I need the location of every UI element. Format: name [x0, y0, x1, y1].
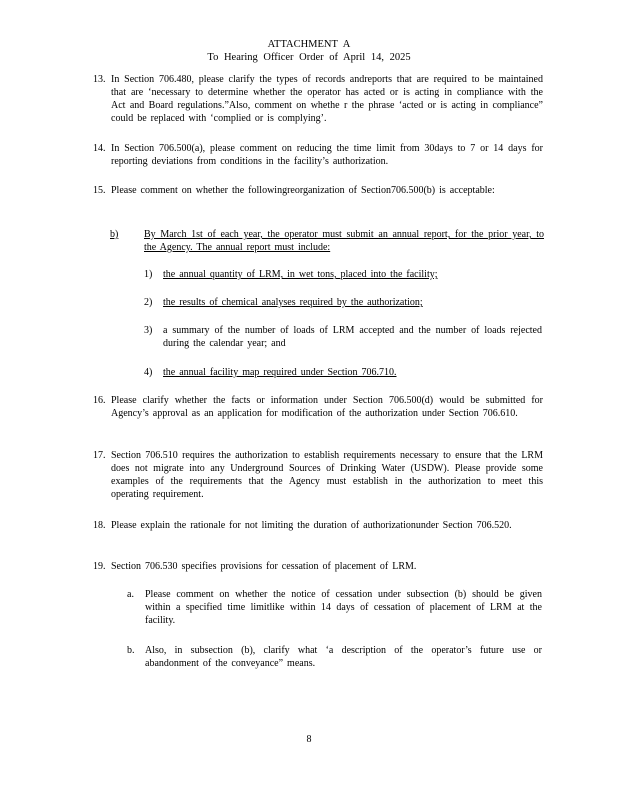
item-text: In Section 706.500(a), please comment on reducing the time limit from 30days to 7 or 14 days for reporting deviations from conditions in the facility’s authorization. — [111, 143, 543, 167]
order-reference: To Hearing Officer Order of April 14, 2025 — [207, 52, 411, 63]
item-number: 17. — [93, 450, 106, 461]
item-text: Please explain the rationale for not limiting the duration of authorizationunder Section 706.520. — [111, 520, 512, 531]
item-text: In Section 706.480, please clarify the types of records andreports that are required to be maintained that are ‘necessary to determine whether the operator has acted or is acting in compliance with the Act and Board regulations.”Also, comment on whethe r the phrase ‘acted or is acting in compliance” could be replaced with ‘complied or is complying’. — [111, 74, 543, 124]
item-number: 15. — [93, 185, 106, 196]
report-item-number: 4) — [144, 367, 153, 378]
report-item-number: 1) — [144, 269, 153, 280]
report-item-text: a summary of the number of loads of LRM accepted and the number of loads rejected during the calendar year; and — [163, 325, 542, 349]
item-19-b — [127, 644, 542, 670]
item-number: 14. — [93, 143, 106, 154]
report-item-text: the annual facility map required under Section 706.710. — [163, 367, 397, 378]
item-15 — [93, 184, 543, 197]
proposed-text: By March 1st of each year, the operator must submit an annual report, for the prior year, to the Agency. The annual report must include: — [144, 229, 544, 253]
subitem-letter: b. — [127, 645, 135, 656]
item-number: 19. — [93, 561, 106, 572]
subitem-text: Please comment on whether the notice of cessation under subsection (b) should be given within a specified time limitlike within 14 days of cessation of placement of LRM at the facility. — [145, 589, 542, 626]
item-text: Section 706.510 requires the authorization to establish requirements necessary to ensure that the LRM does not migrate into any Underground Sources of Drinking Water (USDW). Please provide some examples of the requirements that the Agency must establish in the authorization to meet this operating requirement. — [111, 450, 543, 500]
proposed-section-b — [110, 228, 544, 254]
item-19 — [93, 560, 543, 573]
item-14 — [93, 142, 543, 168]
attachment-heading: ATTACHMENT A — [267, 39, 351, 50]
report-item-number: 3) — [144, 325, 153, 336]
report-item-2 — [144, 296, 542, 309]
report-item-text: the results of chemical analyses required by the authorization; — [163, 297, 423, 308]
item-18 — [93, 519, 543, 532]
item-17 — [93, 449, 543, 501]
report-item-number: 2) — [144, 297, 153, 308]
item-13 — [93, 73, 543, 125]
item-number: 18. — [93, 520, 106, 531]
proposed-label: b) — [110, 229, 119, 240]
item-number: 16. — [93, 395, 106, 406]
item-text: Please clarify whether the facts or information under Section 706.500(d) would be submitted for Agency’s approval as an application for modification of the authorization under Section 706.610. — [111, 395, 543, 419]
report-item-1 — [144, 268, 542, 281]
report-item-4 — [144, 366, 542, 379]
subitem-letter: a. — [127, 589, 134, 600]
report-item-text: the annual quantity of LRM, in wet tons, placed into the facility; — [163, 269, 438, 280]
item-16 — [93, 394, 543, 420]
report-item-3 — [144, 324, 542, 350]
subitem-text: Also, in subsection (b), clarify what ‘a description of the operator’s future use or abandonment of the conveyance” means. — [145, 645, 542, 669]
item-text: Section 706.530 specifies provisions for cessation of placement of LRM. — [111, 561, 417, 572]
item-19-a — [127, 588, 542, 627]
page-number: 8 — [306, 734, 312, 745]
item-number: 13. — [93, 74, 106, 85]
item-text: Please comment on whether the followingreorganization of Section706.500(b) is acceptable: — [111, 185, 495, 196]
